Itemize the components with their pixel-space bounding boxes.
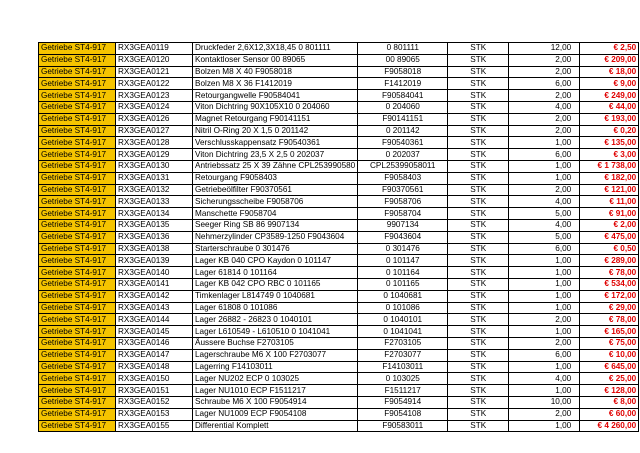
reference-cell: 0 101086	[358, 302, 448, 314]
quantity-cell: 1,00	[509, 172, 580, 184]
description-cell: Bolzen M8 X 40 F9058018	[193, 66, 358, 78]
unit-cell: STK	[448, 267, 509, 279]
code-cell: RX3GEA0145	[116, 326, 193, 338]
description-cell: Lager L610549 - L610510 0 1041041	[193, 326, 358, 338]
description-cell: Seeger Ring SB 86 9907134	[193, 219, 358, 231]
table-row	[39, 78, 639, 90]
quantity-cell: 1,00	[509, 255, 580, 267]
table-row	[39, 408, 639, 420]
unit-cell: STK	[448, 160, 509, 172]
price-cell: € 2,00	[580, 219, 639, 231]
group-cell: Getriebe ST4-917	[39, 78, 116, 90]
group-cell: Getriebe ST4-917	[39, 90, 116, 102]
code-cell: RX3GEA0138	[116, 243, 193, 255]
quantity-cell: 1,00	[509, 278, 580, 290]
group-cell: Getriebe ST4-917	[39, 373, 116, 385]
reference-cell: F90540361	[358, 137, 448, 149]
table-row	[39, 302, 639, 314]
unit-cell: STK	[448, 314, 509, 326]
code-cell: RX3GEA0151	[116, 385, 193, 397]
parts-table	[38, 42, 639, 432]
table-row	[39, 385, 639, 397]
unit-cell: STK	[448, 54, 509, 66]
group-cell: Getriebe ST4-917	[39, 172, 116, 184]
group-cell: Getriebe ST4-917	[39, 160, 116, 172]
description-cell: Viton Dichtring 23,5 X 2,5 0 202037	[193, 149, 358, 161]
unit-cell: STK	[448, 361, 509, 373]
price-cell: € 8,00	[580, 396, 639, 408]
quantity-cell: 5,00	[509, 208, 580, 220]
group-cell: Getriebe ST4-917	[39, 196, 116, 208]
table-row	[39, 113, 639, 125]
code-cell: RX3GEA0121	[116, 66, 193, 78]
table-row	[39, 90, 639, 102]
reference-cell: 0 301476	[358, 243, 448, 255]
table-row	[39, 243, 639, 255]
group-cell: Getriebe ST4-917	[39, 314, 116, 326]
reference-cell: F14103011	[358, 361, 448, 373]
reference-cell: F9058018	[358, 66, 448, 78]
code-cell: RX3GEA0126	[116, 113, 193, 125]
table-row	[39, 196, 639, 208]
group-cell: Getriebe ST4-917	[39, 385, 116, 397]
reference-cell: 0 801111	[358, 43, 448, 55]
code-cell: RX3GEA0130	[116, 160, 193, 172]
price-cell: € 475,00	[580, 231, 639, 243]
code-cell: RX3GEA0148	[116, 361, 193, 373]
reference-cell: 0 101147	[358, 255, 448, 267]
reference-cell: 0 101164	[358, 267, 448, 279]
table-row	[39, 184, 639, 196]
price-cell: € 193,00	[580, 113, 639, 125]
table-row	[39, 43, 639, 55]
code-cell: RX3GEA0127	[116, 125, 193, 137]
group-cell: Getriebe ST4-917	[39, 219, 116, 231]
price-cell: € 182,00	[580, 172, 639, 184]
table-row	[39, 267, 639, 279]
price-cell: € 0,20	[580, 125, 639, 137]
quantity-cell: 1,00	[509, 361, 580, 373]
quantity-cell: 2,00	[509, 66, 580, 78]
unit-cell: STK	[448, 149, 509, 161]
quantity-cell: 6,00	[509, 243, 580, 255]
group-cell: Getriebe ST4-917	[39, 349, 116, 361]
price-cell: € 78,00	[580, 267, 639, 279]
price-cell: € 534,00	[580, 278, 639, 290]
price-cell: € 60,00	[580, 408, 639, 420]
code-cell: RX3GEA0133	[116, 196, 193, 208]
group-cell: Getriebe ST4-917	[39, 302, 116, 314]
price-cell: € 75,00	[580, 337, 639, 349]
unit-cell: STK	[448, 172, 509, 184]
code-cell: RX3GEA0134	[116, 208, 193, 220]
description-cell: Lager NU202 ECP 0 103025	[193, 373, 358, 385]
description-cell: Verschlusskappensatz F90540361	[193, 137, 358, 149]
reference-cell: F90370561	[358, 184, 448, 196]
price-cell: € 1 738,00	[580, 160, 639, 172]
table-row	[39, 420, 639, 432]
group-cell: Getriebe ST4-917	[39, 54, 116, 66]
code-cell: RX3GEA0155	[116, 420, 193, 432]
code-cell: RX3GEA0143	[116, 302, 193, 314]
code-cell: RX3GEA0139	[116, 255, 193, 267]
code-cell: RX3GEA0129	[116, 149, 193, 161]
table-row	[39, 314, 639, 326]
unit-cell: STK	[448, 396, 509, 408]
quantity-cell: 2,00	[509, 337, 580, 349]
code-cell: RX3GEA0135	[116, 219, 193, 231]
description-cell: Retourgang F9058403	[193, 172, 358, 184]
table-row	[39, 66, 639, 78]
price-cell: € 78,00	[580, 314, 639, 326]
description-cell: Druckfeder 2,6X12,3X18,45 0 801111	[193, 43, 358, 55]
group-cell: Getriebe ST4-917	[39, 137, 116, 149]
reference-cell: 0 101165	[358, 278, 448, 290]
group-cell: Getriebe ST4-917	[39, 243, 116, 255]
reference-cell: F9054914	[358, 396, 448, 408]
table-row	[39, 231, 639, 243]
description-cell: Lagerschraube M6 X 100 F2703077	[193, 349, 358, 361]
group-cell: Getriebe ST4-917	[39, 326, 116, 338]
description-cell: Retourgangwelle F90584041	[193, 90, 358, 102]
price-cell: € 289,00	[580, 255, 639, 267]
group-cell: Getriebe ST4-917	[39, 396, 116, 408]
price-cell: € 44,00	[580, 101, 639, 113]
description-cell: Starterschraube 0 301476	[193, 243, 358, 255]
table-row	[39, 349, 639, 361]
unit-cell: STK	[448, 219, 509, 231]
quantity-cell: 6,00	[509, 78, 580, 90]
reference-cell: F2703105	[358, 337, 448, 349]
reference-cell: 0 1040681	[358, 290, 448, 302]
quantity-cell: 2,00	[509, 90, 580, 102]
unit-cell: STK	[448, 290, 509, 302]
table-row	[39, 326, 639, 338]
group-cell: Getriebe ST4-917	[39, 267, 116, 279]
code-cell: RX3GEA0128	[116, 137, 193, 149]
quantity-cell: 1,00	[509, 420, 580, 432]
price-cell: € 25,00	[580, 373, 639, 385]
price-cell: € 249,00	[580, 90, 639, 102]
description-cell: Timkenlager L814749 0 1040681	[193, 290, 358, 302]
price-cell: € 135,00	[580, 137, 639, 149]
reference-cell: F1412019	[358, 78, 448, 90]
code-cell: RX3GEA0142	[116, 290, 193, 302]
table-row	[39, 54, 639, 66]
description-cell: Lager 61808 0 101086	[193, 302, 358, 314]
group-cell: Getriebe ST4-917	[39, 255, 116, 267]
table-row	[39, 160, 639, 172]
price-cell: € 121,00	[580, 184, 639, 196]
reference-cell: 00 89065	[358, 54, 448, 66]
price-cell: € 172,00	[580, 290, 639, 302]
price-cell: € 11,00	[580, 196, 639, 208]
quantity-cell: 2,00	[509, 314, 580, 326]
description-cell: Schraube M6 X 100 F9054914	[193, 396, 358, 408]
unit-cell: STK	[448, 385, 509, 397]
unit-cell: STK	[448, 125, 509, 137]
unit-cell: STK	[448, 231, 509, 243]
quantity-cell: 12,00	[509, 43, 580, 55]
description-cell: Nehmerzylinder CP3589-1250 F9043604	[193, 231, 358, 243]
code-cell: RX3GEA0122	[116, 78, 193, 90]
table-row	[39, 278, 639, 290]
quantity-cell: 6,00	[509, 349, 580, 361]
price-cell: € 0,50	[580, 243, 639, 255]
unit-cell: STK	[448, 43, 509, 55]
description-cell: Lager 61814 0 101164	[193, 267, 358, 279]
unit-cell: STK	[448, 78, 509, 90]
reference-cell: F9054108	[358, 408, 448, 420]
unit-cell: STK	[448, 349, 509, 361]
unit-cell: STK	[448, 137, 509, 149]
unit-cell: STK	[448, 101, 509, 113]
quantity-cell: 1,00	[509, 137, 580, 149]
table-row	[39, 361, 639, 373]
quantity-cell: 4,00	[509, 373, 580, 385]
quantity-cell: 4,00	[509, 196, 580, 208]
reference-cell: F90141151	[358, 113, 448, 125]
description-cell: Nitril O-Ring 20 X 1,5 0 201142	[193, 125, 358, 137]
price-cell: € 4 260,00	[580, 420, 639, 432]
quantity-cell: 2,00	[509, 54, 580, 66]
price-cell: € 165,00	[580, 326, 639, 338]
reference-cell: 0 1040101	[358, 314, 448, 326]
unit-cell: STK	[448, 113, 509, 125]
price-cell: € 91,00	[580, 208, 639, 220]
group-cell: Getriebe ST4-917	[39, 278, 116, 290]
group-cell: Getriebe ST4-917	[39, 149, 116, 161]
unit-cell: STK	[448, 255, 509, 267]
reference-cell: F9058403	[358, 172, 448, 184]
price-cell: € 2,50	[580, 43, 639, 55]
description-cell: Magnet Retourgang F90141151	[193, 113, 358, 125]
group-cell: Getriebe ST4-917	[39, 113, 116, 125]
reference-cell: 0 204060	[358, 101, 448, 113]
reference-cell: F1511217	[358, 385, 448, 397]
price-cell: € 128,00	[580, 385, 639, 397]
group-cell: Getriebe ST4-917	[39, 43, 116, 55]
price-cell: € 10,00	[580, 349, 639, 361]
price-cell: € 29,00	[580, 302, 639, 314]
price-cell: € 209,00	[580, 54, 639, 66]
table-row	[39, 373, 639, 385]
quantity-cell: 2,00	[509, 408, 580, 420]
price-cell: € 3,00	[580, 149, 639, 161]
reference-cell: F9058704	[358, 208, 448, 220]
unit-cell: STK	[448, 278, 509, 290]
table-row	[39, 219, 639, 231]
reference-cell: F2703077	[358, 349, 448, 361]
price-cell: € 645,00	[580, 361, 639, 373]
group-cell: Getriebe ST4-917	[39, 420, 116, 432]
description-cell: Lager NU1010 ECP F1511217	[193, 385, 358, 397]
reference-cell: 0 202037	[358, 149, 448, 161]
description-cell: Viton Dichtring 90X105X10 0 204060	[193, 101, 358, 113]
unit-cell: STK	[448, 66, 509, 78]
quantity-cell: 1,00	[509, 385, 580, 397]
unit-cell: STK	[448, 408, 509, 420]
code-cell: RX3GEA0123	[116, 90, 193, 102]
reference-cell: F9058706	[358, 196, 448, 208]
group-cell: Getriebe ST4-917	[39, 337, 116, 349]
code-cell: RX3GEA0120	[116, 54, 193, 66]
code-cell: RX3GEA0124	[116, 101, 193, 113]
reference-cell: F9043604	[358, 231, 448, 243]
quantity-cell: 5,00	[509, 231, 580, 243]
reference-cell: 0 201142	[358, 125, 448, 137]
price-cell: € 9,00	[580, 78, 639, 90]
quantity-cell: 6,00	[509, 149, 580, 161]
quantity-cell: 1,00	[509, 267, 580, 279]
description-cell: Lager 26882 - 26823 0 1040101	[193, 314, 358, 326]
table-row	[39, 396, 639, 408]
code-cell: RX3GEA0153	[116, 408, 193, 420]
table-row	[39, 290, 639, 302]
code-cell: RX3GEA0141	[116, 278, 193, 290]
description-cell: Manschette F9058704	[193, 208, 358, 220]
price-cell: € 18,00	[580, 66, 639, 78]
table-row	[39, 208, 639, 220]
reference-cell: 0 103025	[358, 373, 448, 385]
group-cell: Getriebe ST4-917	[39, 361, 116, 373]
description-cell: Differential Komplett	[193, 420, 358, 432]
quantity-cell: 10,00	[509, 396, 580, 408]
group-cell: Getriebe ST4-917	[39, 101, 116, 113]
code-cell: RX3GEA0140	[116, 267, 193, 279]
code-cell: RX3GEA0152	[116, 396, 193, 408]
table-row	[39, 337, 639, 349]
group-cell: Getriebe ST4-917	[39, 208, 116, 220]
unit-cell: STK	[448, 420, 509, 432]
group-cell: Getriebe ST4-917	[39, 231, 116, 243]
quantity-cell: 4,00	[509, 219, 580, 231]
quantity-cell: 1,00	[509, 302, 580, 314]
reference-cell: F90584041	[358, 90, 448, 102]
quantity-cell: 1,00	[509, 160, 580, 172]
description-cell: Lager KB 040 CPO Kaydon 0 101147	[193, 255, 358, 267]
group-cell: Getriebe ST4-917	[39, 408, 116, 420]
code-cell: RX3GEA0119	[116, 43, 193, 55]
table-row	[39, 125, 639, 137]
code-cell: RX3GEA0146	[116, 337, 193, 349]
unit-cell: STK	[448, 184, 509, 196]
unit-cell: STK	[448, 337, 509, 349]
description-cell: Sicherungsscheibe F9058706	[193, 196, 358, 208]
unit-cell: STK	[448, 326, 509, 338]
table-row	[39, 101, 639, 113]
unit-cell: STK	[448, 373, 509, 385]
unit-cell: STK	[448, 302, 509, 314]
group-cell: Getriebe ST4-917	[39, 125, 116, 137]
table-row	[39, 137, 639, 149]
quantity-cell: 1,00	[509, 290, 580, 302]
reference-cell: 9907134	[358, 219, 448, 231]
reference-cell: CPL25399058011	[358, 160, 448, 172]
table-row	[39, 255, 639, 267]
quantity-cell: 4,00	[509, 101, 580, 113]
code-cell: RX3GEA0136	[116, 231, 193, 243]
description-cell: Lager NU1009 ECP F9054108	[193, 408, 358, 420]
description-cell: Lagerring F14103011	[193, 361, 358, 373]
unit-cell: STK	[448, 90, 509, 102]
code-cell: RX3GEA0147	[116, 349, 193, 361]
group-cell: Getriebe ST4-917	[39, 290, 116, 302]
parts-table-body	[39, 43, 639, 432]
description-cell: Bolzen M8 X 36 F1412019	[193, 78, 358, 90]
description-cell: Getriebeölfilter F90370561	[193, 184, 358, 196]
description-cell: Äussere Buchse F2703105	[193, 337, 358, 349]
quantity-cell: 2,00	[509, 184, 580, 196]
quantity-cell: 2,00	[509, 113, 580, 125]
description-cell: Antriebssatz 25 X 39 Zähne CPL253990580	[193, 160, 358, 172]
description-cell: Lager KB 042 CPO RBC 0 101165	[193, 278, 358, 290]
unit-cell: STK	[448, 243, 509, 255]
group-cell: Getriebe ST4-917	[39, 66, 116, 78]
description-cell: Kontaktloser Sensor 00 89065	[193, 54, 358, 66]
quantity-cell: 1,00	[509, 326, 580, 338]
quantity-cell: 2,00	[509, 125, 580, 137]
unit-cell: STK	[448, 196, 509, 208]
reference-cell: 0 1041041	[358, 326, 448, 338]
code-cell: RX3GEA0144	[116, 314, 193, 326]
group-cell: Getriebe ST4-917	[39, 184, 116, 196]
unit-cell: STK	[448, 208, 509, 220]
code-cell: RX3GEA0131	[116, 172, 193, 184]
code-cell: RX3GEA0132	[116, 184, 193, 196]
code-cell: RX3GEA0150	[116, 373, 193, 385]
table-row	[39, 149, 639, 161]
reference-cell: F90583011	[358, 420, 448, 432]
table-row	[39, 172, 639, 184]
